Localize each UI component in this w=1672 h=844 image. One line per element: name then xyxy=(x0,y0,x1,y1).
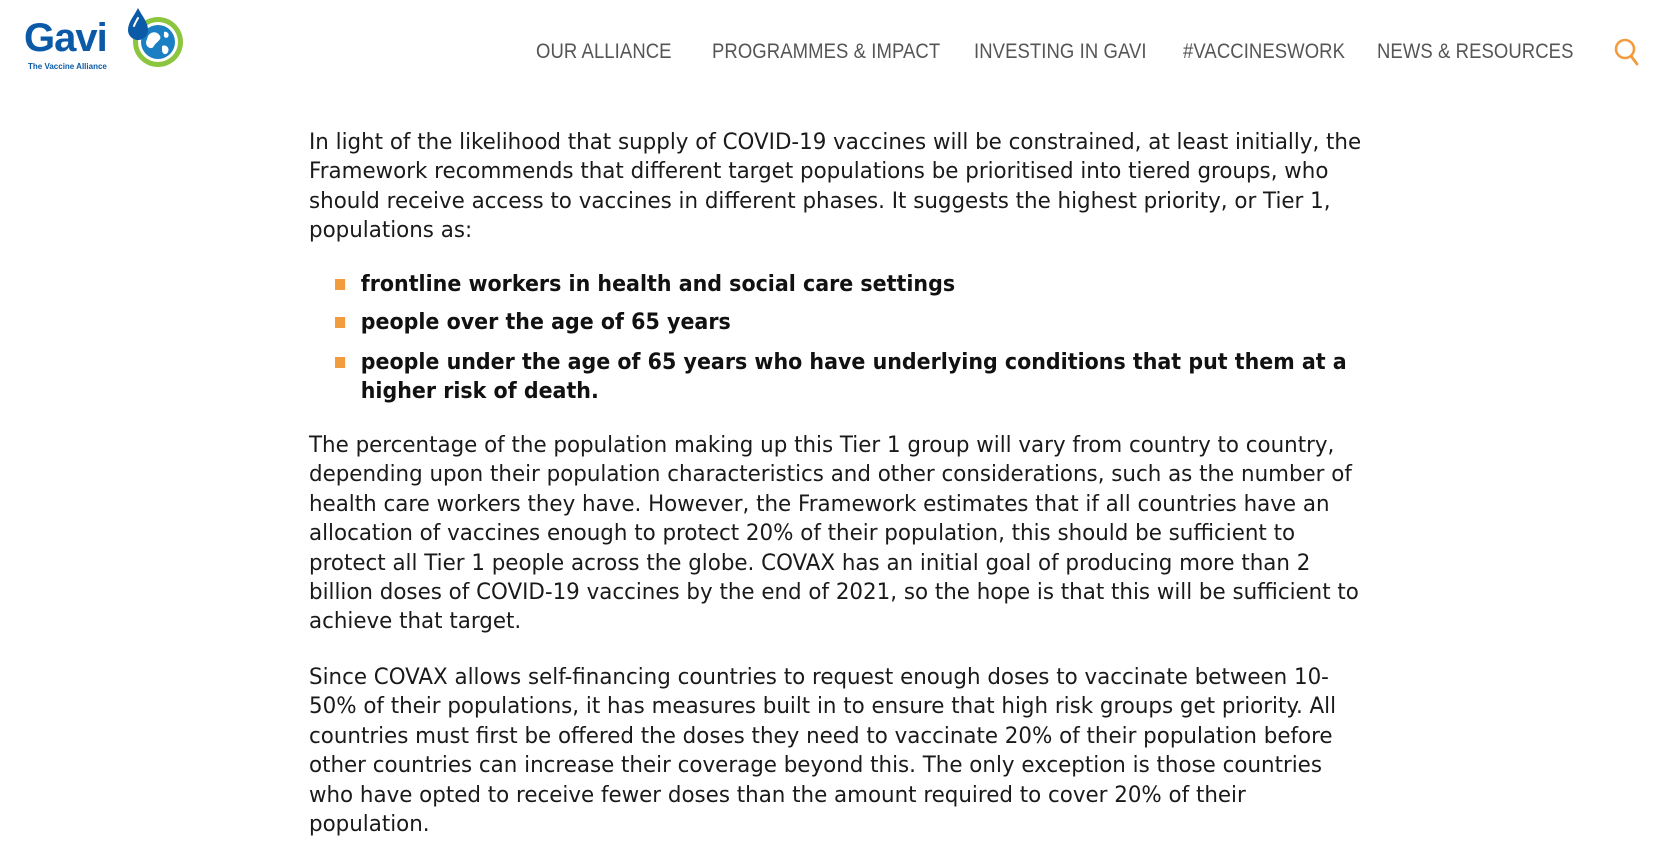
list-item-text: frontline workers in health and social care settings xyxy=(360,271,956,297)
search-button[interactable] xyxy=(1612,36,1642,70)
nav-vaccineswork[interactable]: #VACCINESWORK xyxy=(1183,40,1346,63)
logo-tagline: The Vaccine Alliance xyxy=(28,62,107,71)
paragraph-tier1-percentage: The percentage of the population making up this Tier 1 group will vary from country to country, depending upon their population characteristics and other considerations, such as the number of health care workers they have. However, the Framework estimates that if all countries have an allocation of vaccines enough to protect 20% of their population, this should be sufficient to protect all Tier 1 people across the globe. COVAX has an initial goal of producing more than 2 billion doses of COVID-19 vaccines by the end of 2021, so the hope is that this will be sufficient to achieve that target. xyxy=(309,432,1359,635)
bullet-square-icon xyxy=(335,357,345,368)
paragraph-intro: In light of the likelihood that supply of COVID-19 vaccines will be constrained, at least initially, the Framework recommends that different target populations be prioritised into tiered groups, who should receive access to vaccines in different phases. It suggests the highest priority, or Tier 1, populations as: xyxy=(309,129,1362,244)
nav-news-resources[interactable]: NEWS & RESOURCES xyxy=(1377,40,1574,63)
search-icon xyxy=(1612,36,1642,70)
paragraph-self-financing: Since COVAX allows self-financing countries to request enough doses to vaccinate between 10-50% of their populations, it has measures built in to ensure that high risk groups get priority. All countries must first be offered the doses they need to vaccinate 20% of their population before other countries can increase their coverage beyond this. The only exception is those countries who have opted to receive fewer doses than the amount required to cover 20% of their population. xyxy=(309,664,1337,838)
bullet-square-icon xyxy=(335,317,345,328)
nav-our-alliance[interactable]: OUR ALLIANCE xyxy=(536,40,672,63)
list-item-text: people under the age of 65 years who have underlying conditions that put them at a higher risk of death. xyxy=(360,349,1347,405)
nav-programmes-impact[interactable]: PROGRAMMES & IMPACT xyxy=(712,40,941,63)
bullet-square-icon xyxy=(335,279,345,290)
main-nav xyxy=(0,40,1672,70)
list-item xyxy=(335,308,1375,337)
list-item xyxy=(335,348,1375,407)
list-item-text: people over the age of 65 years xyxy=(360,309,731,335)
logo-wordmark: Gavi xyxy=(24,16,107,60)
nav-investing-in-gavi[interactable]: INVESTING IN GAVI xyxy=(974,40,1147,63)
site-header xyxy=(0,0,1672,100)
list-item xyxy=(335,270,1375,299)
